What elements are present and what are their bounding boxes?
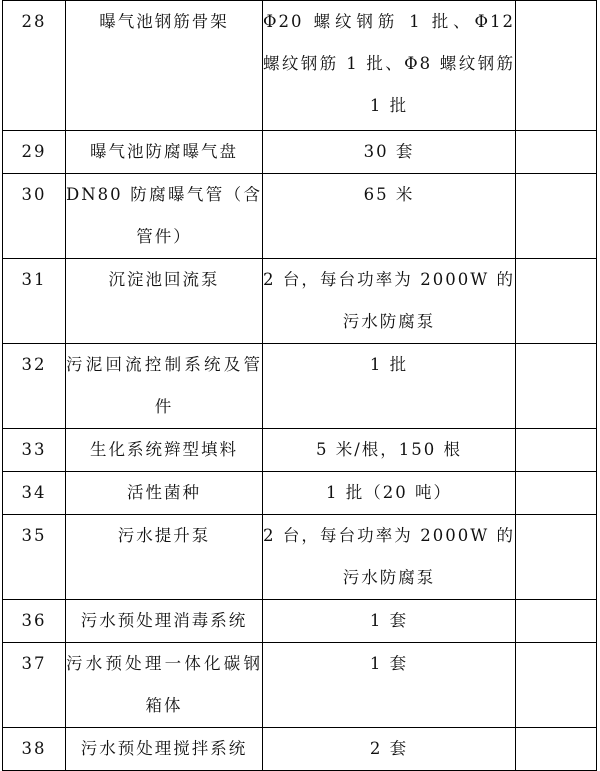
item-note <box>516 600 597 643</box>
item-name: 污泥回流控制系统及管件 <box>66 344 263 429</box>
item-quantity: 2 套 <box>263 728 516 771</box>
item-note <box>516 1 597 131</box>
item-note <box>516 131 597 174</box>
table-row <box>3 259 597 344</box>
item-quantity: 2 台，每台功率为 2000W 的污水防腐泵 <box>263 515 516 600</box>
row-number: 28 <box>3 1 66 131</box>
item-name: 污水提升泵 <box>66 515 263 600</box>
table-row <box>3 174 597 259</box>
item-note <box>516 174 597 259</box>
item-note <box>516 643 597 728</box>
row-number: 34 <box>3 472 66 515</box>
item-quantity: 65 米 <box>263 174 516 259</box>
equipment-table <box>2 0 597 771</box>
item-quantity: 2 台，每台功率为 2000W 的污水防腐泵 <box>263 259 516 344</box>
item-name: 污水预处理一体化碳钢箱体 <box>66 643 263 728</box>
item-note <box>516 728 597 771</box>
table-row <box>3 131 597 174</box>
table-row <box>3 515 597 600</box>
item-quantity: 1 批 <box>263 344 516 429</box>
item-name: DN80 防腐曝气管（含管件） <box>66 174 263 259</box>
row-number: 31 <box>3 259 66 344</box>
row-number: 32 <box>3 344 66 429</box>
table-row <box>3 728 597 771</box>
table-row <box>3 472 597 515</box>
item-name: 污水预处理消毒系统 <box>66 600 263 643</box>
row-number: 36 <box>3 600 66 643</box>
item-note <box>516 515 597 600</box>
item-note <box>516 429 597 472</box>
row-number: 35 <box>3 515 66 600</box>
item-note <box>516 344 597 429</box>
item-name: 沉淀池回流泵 <box>66 259 263 344</box>
item-quantity: Φ20 螺纹钢筋 1 批、Φ12 螺纹钢筋 1 批、Φ8 螺纹钢筋 1 批 <box>263 1 516 131</box>
item-name: 生化系统辫型填料 <box>66 429 263 472</box>
row-number: 37 <box>3 643 66 728</box>
item-name: 曝气池防腐曝气盘 <box>66 131 263 174</box>
item-note <box>516 259 597 344</box>
item-note <box>516 472 597 515</box>
row-number: 30 <box>3 174 66 259</box>
item-quantity: 30 套 <box>263 131 516 174</box>
table-row <box>3 429 597 472</box>
row-number: 38 <box>3 728 66 771</box>
item-quantity: 1 套 <box>263 643 516 728</box>
table-row <box>3 344 597 429</box>
table-row <box>3 1 597 131</box>
table-row <box>3 600 597 643</box>
table-row <box>3 643 597 728</box>
item-name: 活性菌种 <box>66 472 263 515</box>
item-quantity: 5 米/根，150 根 <box>263 429 516 472</box>
item-name: 污水预处理搅拌系统 <box>66 728 263 771</box>
item-quantity: 1 批（20 吨） <box>263 472 516 515</box>
row-number: 29 <box>3 131 66 174</box>
item-quantity: 1 套 <box>263 600 516 643</box>
row-number: 33 <box>3 429 66 472</box>
item-name: 曝气池钢筋骨架 <box>66 1 263 131</box>
